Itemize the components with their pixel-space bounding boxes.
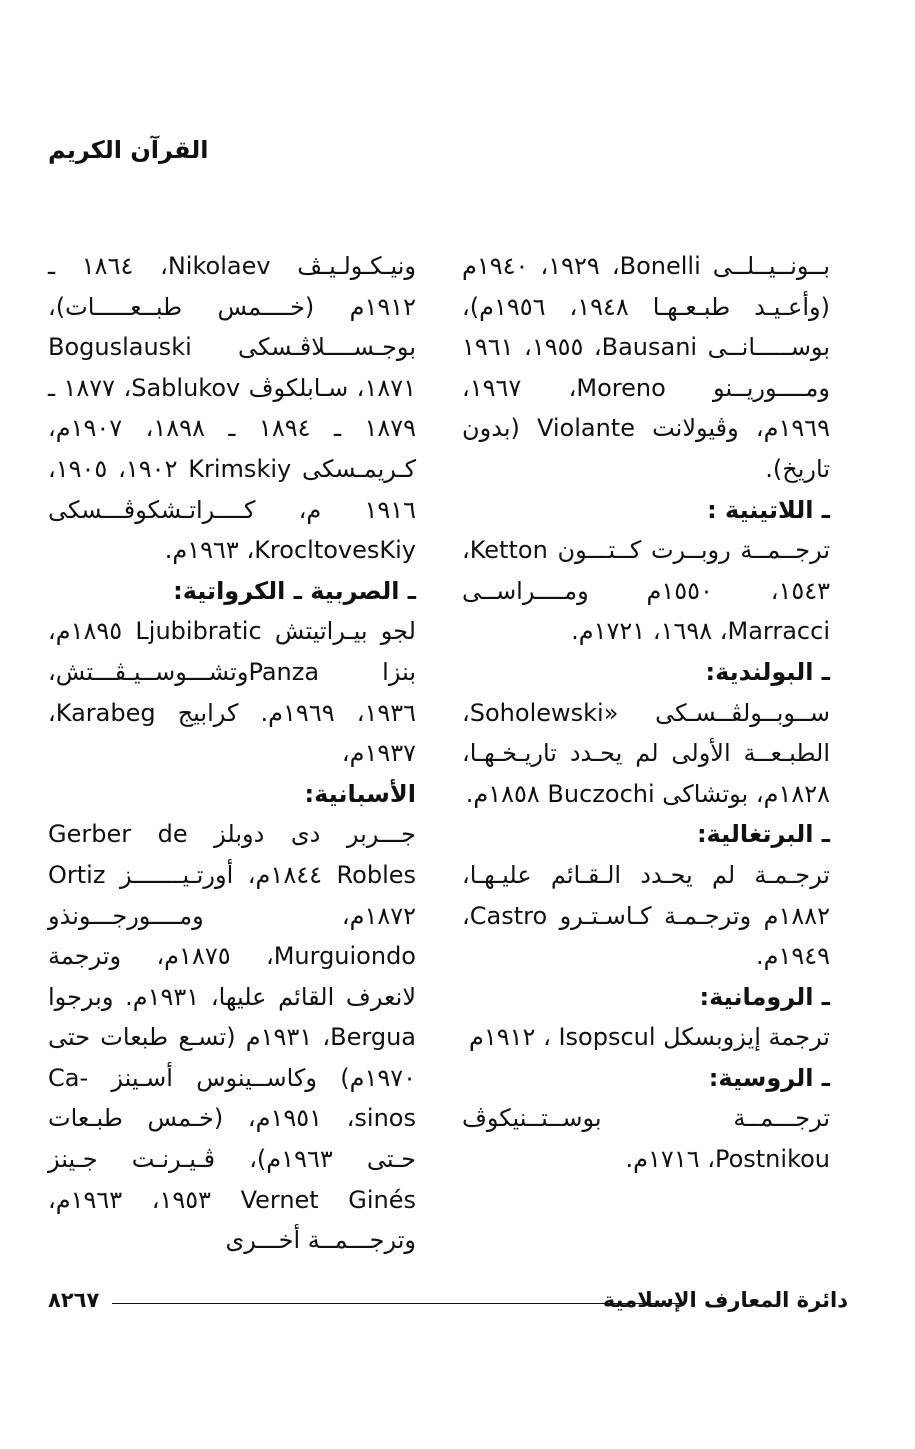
footer-rule [112, 1303, 680, 1304]
paragraph: لجو بيـراتيتش Ljubibratic ١٨٩٥م، بنزا Panzaوتشـــوســيـڤـــتش، ١٩٣٦، ١٩٦٩م. كرابيج Karabeg، ١٩٣٧م، [48, 617, 416, 768]
section-heading-serbo-croatian: ـ الصربية ـ الكرواتية: [173, 576, 416, 605]
page-footer [48, 1288, 848, 1318]
running-head: القرآن الكريم [48, 136, 209, 164]
paragraph: ترجـــمــة بوســتــنيكوڤ Postnikou، ١٧١٦م. [462, 1104, 830, 1174]
publication-title: دائرة المعارف الإسلامية [602, 1288, 848, 1312]
section-heading-latin: ـ اللاتينية : [707, 495, 830, 524]
paragraph: ترجـمـة لم يحـدد الـقـائم عليـهـا، ١٨٨٢م وترجـمـة كـاسـتـرو Castro، ١٩٤٩م. [462, 860, 830, 971]
section-heading-polish: ـ البولندية: [705, 657, 830, 686]
paragraph: ترجمة إيزوبسكل Isopscul ، ١٩١٢م [469, 1023, 830, 1052]
left-column [48, 246, 416, 1261]
paragraph: جـــربر دى دوبلز Gerber de Robles ١٨٤٤م، أورتـيـــــــز Ortiz ١٨٧٢م، ومــــورجـــونذو Murguiondo، ١٨٧٥م، وترجمة لانعرف القائم عليها، ١٩٣١م. وبرجوا Bergua، ١٩٣١م (تسـع طبعات حتى ١٩٧٠م) وكاســينوس أسـينز Ca-sinos، ١٩٥١م، (خـمس طبـعات حـتى ١٩٦٣م)، ڤـيـرنـت جـينز Vernet Ginés ١٩٥٣، ١٩٦٣م، وترجـــمــة أخـــرى [48, 820, 416, 1255]
section-heading-romanian: ـ الرومانية: [699, 982, 830, 1011]
paragraph: ترجــمــة روبــرت كــتـــون Ketton، ١٥٤٣، ١٥٥٠م ومــــراســى Marracci، ١٦٩٨، ١٧٢١م. [462, 536, 830, 646]
page-number: ٨٢٦٧ [48, 1288, 100, 1312]
section-heading-portuguese: ـ البرتغالية: [696, 820, 830, 849]
paragraph: بــونــيــلــى Bonelli، ١٩٢٩، ١٩٤٠م (وأعـيـد طبـعـهـا ١٩٤٨، ١٩٥٦م)، بوســـــانــى Bausani، ١٩٥٥، ١٩٦١ ومــــوريــنو Moreno، ١٩٦٧، ١٩٦٩م، وڤيولانت Violante (بدون تاريخ). [462, 252, 831, 483]
section-heading-spanish: الأسبانية: [304, 779, 416, 808]
section-heading-russian: ـ الروسية: [708, 1063, 830, 1092]
paragraph: ونيـكـولـيـڤ Nikolaev، ١٨٦٤ ـ ١٩١٢م (خــــمس طبــعـــــات)، بوجـســــلاڤـسكى Boguslauski ١٨٧١، سـابلكوڤ Sablukov، ١٨٧٧ ـ ١٨٧٩ ـ ١٨٩٤ ـ ١٨٩٨، ١٩٠٧م، كـريمـسكى Krimskiy ١٩٠٢، ١٩٠٥، ١٩١٦ م، كــــراتـشكوڤـــسكى KrocltovesKiy، ١٩٦٣م. [48, 252, 417, 565]
paragraph: ســوبــولڤــسـكى «Soholewski، الطبـعــة الأولى لم يحـدد تاريـخـهـا، ١٨٢٨م، بوتشاكى Buczochi ١٨٥٨م. [462, 698, 830, 808]
right-column [462, 246, 830, 1180]
